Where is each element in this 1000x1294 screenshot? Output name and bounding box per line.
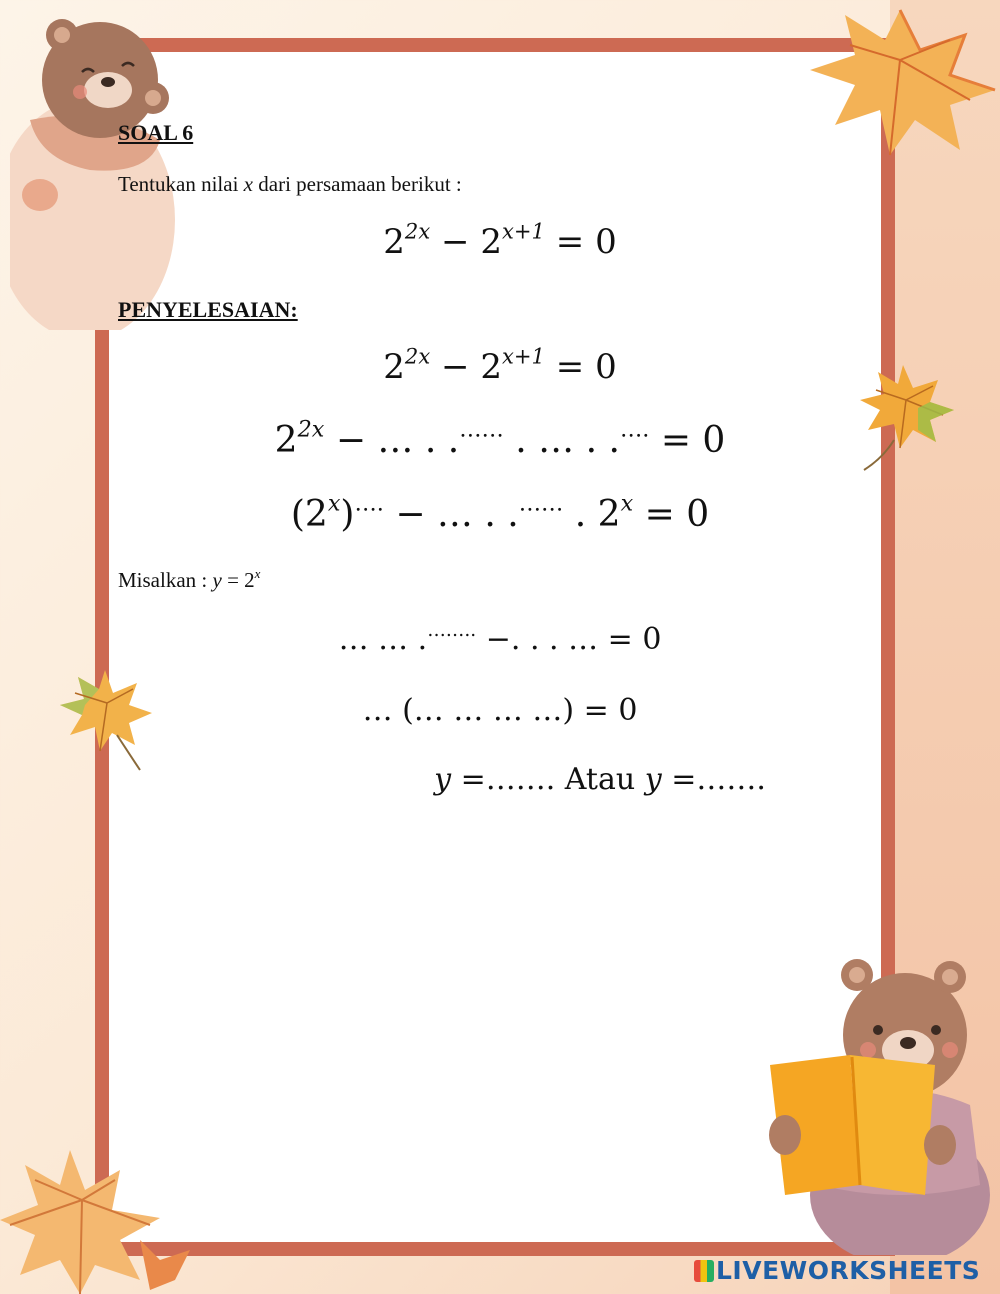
instruction-suffix: dari persamaan berikut : bbox=[258, 172, 462, 196]
maple-leaf-top-right-illustration bbox=[790, 0, 1000, 160]
solution-heading: PENYELESAIAN: bbox=[118, 297, 298, 322]
substitution-exponent: x bbox=[254, 565, 261, 581]
liveworksheets-logo[interactable] bbox=[694, 1256, 980, 1285]
instruction-variable: x bbox=[243, 172, 253, 196]
solution-step-1 bbox=[0, 343, 1000, 387]
solution-step-2 bbox=[0, 416, 1000, 461]
substitution-rhs: = 2 bbox=[227, 568, 255, 592]
step5-blank-factor[interactable]: … (… … … …) = 0 bbox=[362, 693, 638, 728]
problem-equation bbox=[0, 218, 1000, 262]
step3-inner-exponent: x bbox=[327, 490, 341, 517]
step3-blank-exponent-2[interactable]: …… bbox=[518, 490, 564, 517]
step6-variable-1: y bbox=[434, 762, 452, 797]
step2-base: 2 bbox=[274, 420, 298, 461]
step3-equals-zero: = 0 bbox=[644, 494, 710, 535]
bear-reading-book-illustration bbox=[760, 955, 1000, 1255]
step2-blank-2[interactable]: . … . . bbox=[515, 420, 620, 461]
step3-blank-1[interactable]: − … . . bbox=[395, 494, 519, 535]
step2-blank-exponent-1[interactable]: …… bbox=[459, 416, 504, 443]
bear-top-left-illustration bbox=[10, 10, 200, 330]
solution-step-3 bbox=[0, 490, 1000, 535]
eq-exponent-2: x+1 bbox=[502, 218, 545, 244]
step1-equals-zero: = 0 bbox=[555, 347, 617, 387]
eq-operator: − bbox=[441, 222, 470, 262]
eq-base-1: 2 bbox=[383, 222, 405, 262]
instruction-text bbox=[118, 172, 462, 197]
solution-step-4 bbox=[0, 619, 1000, 657]
maple-leaves-bottom-left-illustration bbox=[0, 1140, 200, 1294]
eq-equals-zero: = 0 bbox=[555, 222, 617, 262]
step4-blank-exponent[interactable]: …….. bbox=[427, 619, 477, 641]
step6-blank-answer-1[interactable]: =……. Atau bbox=[460, 762, 636, 797]
step1-operator: − bbox=[441, 347, 470, 387]
liveworksheets-icon bbox=[694, 1260, 714, 1282]
step4-blank-1[interactable]: … … . bbox=[338, 622, 428, 657]
step6-variable-2: y bbox=[644, 762, 662, 797]
eq-base-2: 2 bbox=[480, 222, 502, 262]
instruction-prefix: Tentukan nilai bbox=[118, 172, 239, 196]
step4-blank-2[interactable]: −. . . … bbox=[485, 622, 599, 657]
step1-base-1: 2 bbox=[383, 347, 405, 387]
step2-blank-exponent-2[interactable]: …. bbox=[619, 416, 650, 443]
step3-close-paren: ) bbox=[340, 494, 355, 535]
solution-step-6 bbox=[100, 762, 1000, 797]
step2-blank-1[interactable]: − … . . bbox=[335, 420, 460, 461]
solution-step-5 bbox=[0, 693, 1000, 728]
substitution-line bbox=[118, 565, 261, 593]
step1-base-2: 2 bbox=[480, 347, 502, 387]
step1-exponent-2: x+1 bbox=[502, 343, 545, 369]
step3-open-paren: (2 bbox=[290, 494, 328, 535]
step2-exponent: 2x bbox=[297, 416, 325, 443]
eq-exponent-1: 2x bbox=[404, 218, 431, 244]
step3-exponent: x bbox=[620, 490, 634, 517]
step6-blank-answer-2[interactable]: =……. bbox=[671, 762, 766, 797]
liveworksheets-brand-text: LIVEWORKSHEETS bbox=[716, 1256, 981, 1285]
problem-heading: SOAL 6 bbox=[118, 120, 194, 145]
step4-equals-zero: = 0 bbox=[607, 622, 662, 657]
step1-exponent-1: 2x bbox=[404, 343, 431, 369]
substitution-label: Misalkan : bbox=[118, 568, 208, 592]
step3-blank-exponent-1[interactable]: …. bbox=[354, 490, 384, 517]
step3-base: . 2 bbox=[574, 494, 621, 535]
substitution-variable: y bbox=[212, 568, 222, 592]
step2-equals-zero: = 0 bbox=[660, 420, 726, 461]
